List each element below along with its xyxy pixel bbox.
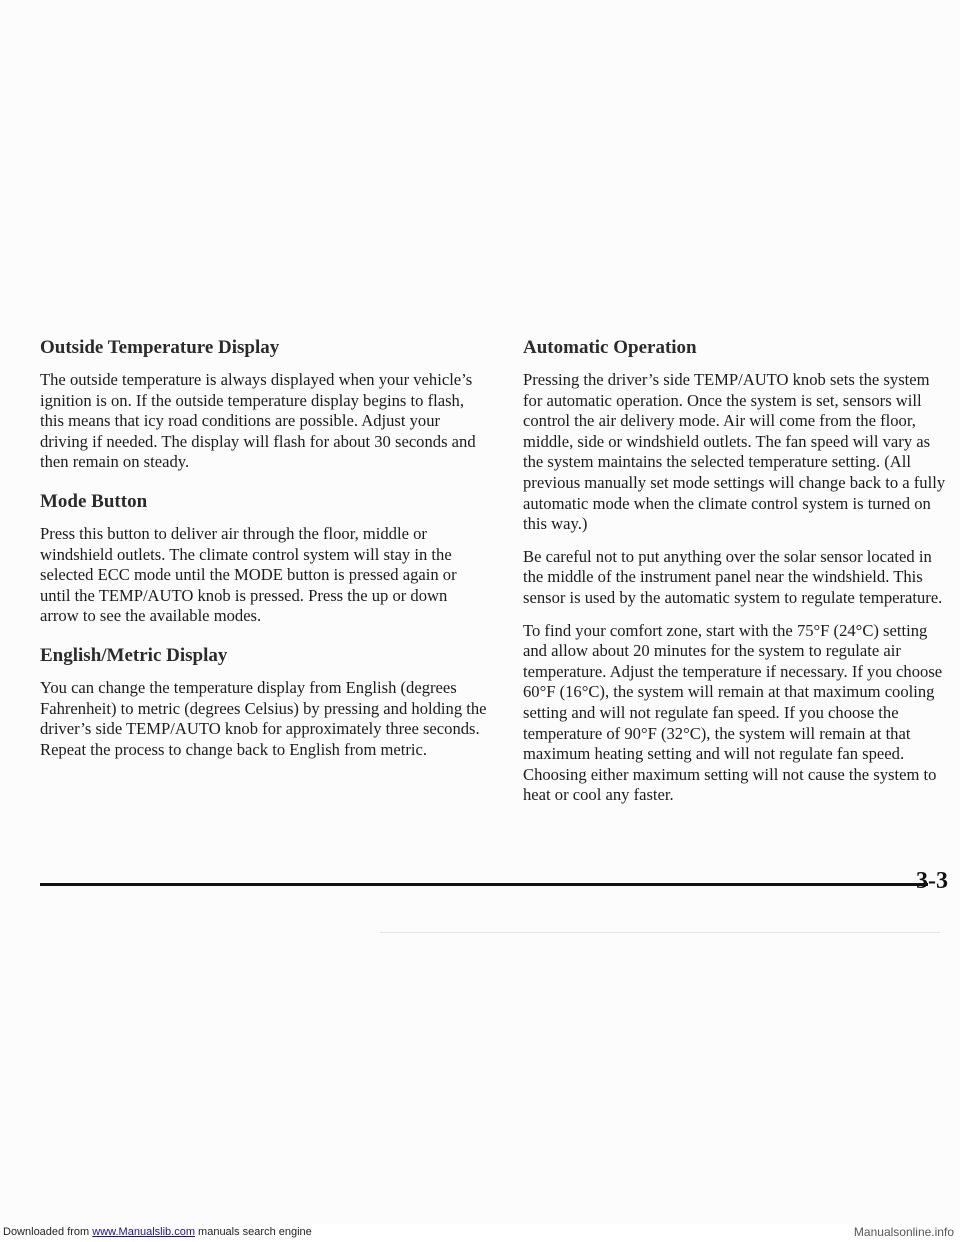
paragraph-automatic-operation-3: To find your comfort zone, start with the 75°F (24°C) setting and allow about 20 minutes for the system to regulate air temperature. Adjust the temperature if necessary. If you choose 60°F (16°C), the system will remain at that maximum cooling setting and will not regulate fan speed. If you choose the temperature of 90°F (32°C), the system will remain at that maximum heating setting and will not regulate fan speed. Choosing either maximum setting will not cause the system to heat or cool any faster. — [523, 620, 943, 805]
heading-mode-button: Mode Button — [40, 490, 148, 512]
faint-divider — [380, 932, 940, 933]
heading-english-metric-display: English/Metric Display — [40, 644, 228, 666]
paragraph-automatic-operation-2: Be careful not to put anything over the solar sensor located in the middle of the instrument panel near the windshield. This sensor is used by the automatic system to regulate temperature. — [523, 546, 943, 607]
right-column — [523, 336, 953, 818]
paragraph-mode-button: Press this button to deliver air through the floor, middle or windshield outlets. The climate control system will stay in the selected ECC mode until the MODE button is pressed again or until the TEMP/AUTO knob is pressed. Press the up or down arrow to see the available modes. — [40, 523, 457, 626]
watermark-text: Manualsonline.info — [853, 1225, 954, 1239]
manualslib-link[interactable]: www.Manualslib.com — [92, 1226, 195, 1238]
paragraph-automatic-operation-1: Pressing the driver’s side TEMP/AUTO knob sets the system for automatic operation. Once the system is set, sensors will control the air delivery mode. Air will come from the floor, middle, side or windshield outlets. The fan speed will vary as the system maintains the selected temperature setting. (All previous manually set mode settings will change back to a fully automatic mode when the climate control system is turned on this way.) — [523, 370, 946, 534]
heading-outside-temperature-display: Outside Temperature Display — [40, 337, 280, 358]
paragraph-outside-temperature: The outside temperature is always displayed when your vehicle’s ignition is on. If the outside temperature display begins to flash, this means that icy road conditions are possible. Adjust your driving if needed. The display will flash for about 30 seconds and then remain on steady. — [40, 370, 476, 472]
left-column — [40, 336, 488, 772]
download-footer — [3, 1226, 312, 1238]
heading-automatic-operation: Automatic Operation — [523, 337, 697, 358]
page-number: 3-3 — [916, 868, 948, 894]
footer-prefix: Downloaded from — [3, 1226, 93, 1238]
footer-suffix: manuals search engine — [194, 1226, 312, 1238]
footer-divider — [40, 883, 928, 886]
paragraph-english-metric: You can change the temperature display from English (degrees Fahrenheit) to metric (degrees Celsius) by pressing and holding the driver’s side TEMP/AUTO knob for approximately three seconds. Repeat the process to change back to English from metric. — [40, 677, 487, 759]
